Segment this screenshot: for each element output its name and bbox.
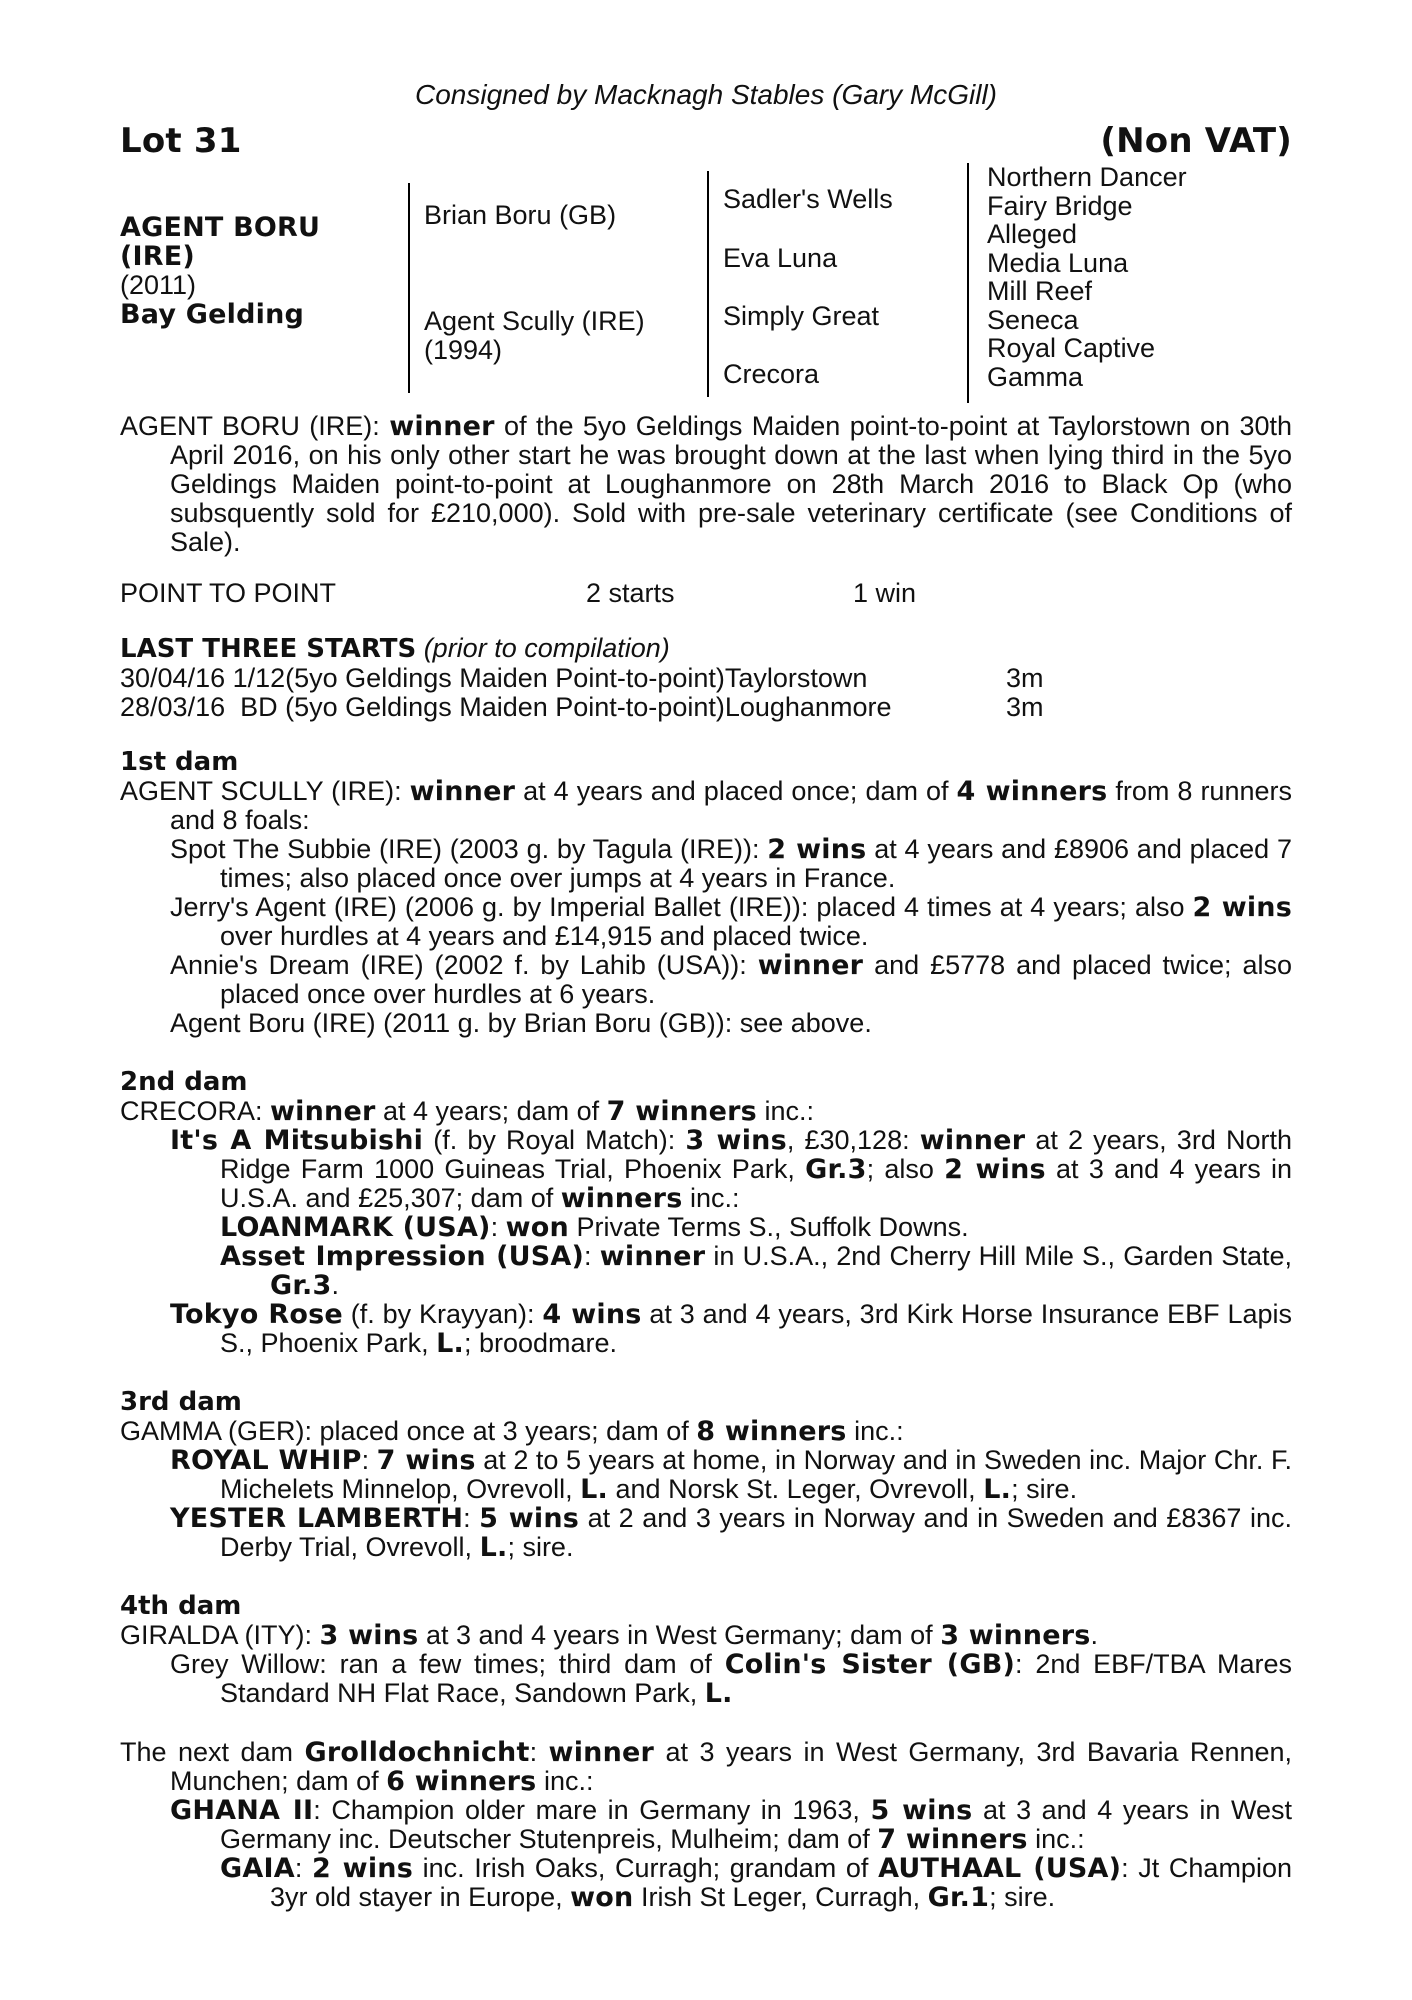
lot-header xyxy=(120,121,1292,161)
produce-entry: Grey Willow: ran a few times; third dam of Colin's Sister (GB): 2nd EBF/TBA Mares Standard NH Flat Race, Sandown Park, L. xyxy=(170,1649,1292,1709)
produce-entry: ROYAL WHIP: 7 wins at 2 to 5 years at home, in Norway and in Sweden inc. Major Chr. F. Michelets Minnelop, Ovrevoll, L. and Norsk St. Leger, Ovrevoll, L.; sire. xyxy=(170,1445,1292,1505)
horse-country: (IRE) xyxy=(120,241,195,272)
gen3-entry: Gamma xyxy=(987,361,1084,392)
race-summary: AGENT BORU (IRE): winner of the 5yo Geldings Maiden point-to-point at Taylorstown on 30th April 2016, on his only other start he was brought down at the last when lying third in the 5yo Geldings Maiden point-to-point at Loughanmore on 28th March 2016 to Black Op (who subsquently sold for £210,000). Sold with pre-sale veterinary certificate (see Conditions of Sale). xyxy=(120,411,1292,557)
gen3-entry: Northern Dancer xyxy=(987,162,1187,192)
ptp-label: POINT TO POINT xyxy=(120,578,337,608)
catalogue-page xyxy=(120,80,1292,1912)
gen2-entry: Crecora xyxy=(723,359,820,389)
gen2-entry: Sadler's Wells xyxy=(723,184,893,214)
vat-status: (Non VAT) xyxy=(1100,121,1292,161)
section-heading: 1st dam xyxy=(120,747,239,777)
pedigree-gen1 xyxy=(408,183,660,393)
produce-entry: Tokyo Rose (f. by Krayyan): 4 wins at 3 and 4 years, 3rd Kirk Horse Insurance EBF Lapis S., Phoenix Park, L.; broodmare. xyxy=(170,1299,1293,1359)
gen3-entry: Royal Captive xyxy=(987,333,1156,363)
last-three-starts xyxy=(120,634,1292,722)
section-heading: 2nd dam xyxy=(120,1067,248,1097)
dam-paragraph: AGENT SCULLY (IRE): winner at 4 years and placed once; dam of 4 winners from 8 runners and 8 foals: xyxy=(120,776,1292,835)
fourth-dam-section xyxy=(120,1592,1292,1708)
gen3-entry: Fairy Bridge xyxy=(987,190,1133,221)
section-subtitle: (prior to compilation) xyxy=(423,633,670,663)
consignor-line: Consigned by Macknagh Stables (Gary McGill) xyxy=(414,79,997,110)
produce-entry: GAIA: 2 wins inc. Irish Oaks, Curragh; grandam of AUTHAAL (USA): Jt Champion 3yr old stayer in Europe, won Irish St Leger, Curragh, Gr.1; sire. xyxy=(220,1853,1292,1913)
horse-year: (2011) xyxy=(120,270,197,300)
produce-entry: Spot The Subbie (IRE) (2003 g. by Tagula (IRE)): 2 wins at 4 years and £8906 and placed 7 times; also placed once over jumps at 4 years in France. xyxy=(170,834,1292,893)
dam xyxy=(424,307,645,365)
gen2-entry: Simply Great xyxy=(723,301,880,331)
pedigree-gen3 xyxy=(967,163,1289,403)
produce-entry: Jerry's Agent (IRE) (2006 g. by Imperial Ballet (IRE)): placed 4 times at 4 years; also 2 wins over hurdles at 4 years and £14,915 and placed twice. xyxy=(170,892,1292,951)
produce-entry: Asset Impression (USA): winner in U.S.A., 2nd Cherry Hill Mile S., Garden State, Gr.3. xyxy=(220,1241,1292,1301)
next-dam-section xyxy=(120,1738,1292,1912)
pedigree-table xyxy=(120,162,1292,400)
dam-paragraph: CRECORA: winner at 4 years; dam of 7 winners inc.: xyxy=(120,1096,814,1127)
produce-entry: LOANMARK (USA): won Private Terms S., Suffolk Downs. xyxy=(220,1212,969,1243)
third-dam-section xyxy=(120,1388,1292,1562)
dam-name: Agent Scully (IRE) xyxy=(424,306,645,336)
horse-name: AGENT BORU xyxy=(120,212,321,243)
ptp-wins: 1 win xyxy=(853,578,917,608)
horse-sex: Bay Gelding xyxy=(120,299,305,330)
section-heading: 4th dam xyxy=(120,1591,242,1621)
dam-paragraph: GAMMA (GER): placed once at 3 years; dam of 8 winners inc.: xyxy=(120,1416,904,1447)
dam-paragraph: GIRALDA (ITY): 3 wins at 3 and 4 years in West Germany; dam of 3 winners. xyxy=(120,1620,1099,1651)
start-row: 28/03/16 BD (5yo Geldings Maiden Point-to-point)Loughanmore 3m xyxy=(120,692,1044,722)
gen2-entry: Eva Luna xyxy=(723,243,838,273)
gen3-entry: Seneca xyxy=(987,304,1079,335)
section-heading: 3rd dam xyxy=(120,1387,242,1417)
produce-entry: Agent Boru (IRE) (2011 g. by Brian Boru (GB)): see above. xyxy=(170,1008,872,1038)
dam-year: (1994) xyxy=(424,335,503,365)
gen3-entry: Media Luna xyxy=(987,247,1129,278)
gen3-entry: Alleged xyxy=(987,219,1078,249)
produce-entry: It's A Mitsubishi (f. by Royal Match): 3 wins, £30,128: winner at 2 years, 3rd North Ridge Farm 1000 Guineas Trial, Phoenix Park, Gr.3; also 2 wins at 3 and 4 years in U.S.A. and £25,307; dam of winners inc.: xyxy=(170,1125,1292,1214)
sire: Brian Boru (GB) xyxy=(424,200,617,230)
gen3-entry: Mill Reef xyxy=(987,276,1093,306)
second-dam-section xyxy=(120,1068,1292,1358)
first-dam-section xyxy=(120,748,1292,1038)
lot-number: Lot 31 xyxy=(120,121,242,161)
section-heading: LAST THREE STARTS xyxy=(120,634,417,664)
produce-entry: GHANA II: Champion older mare in Germany in 1963, 5 wins at 3 and 4 years in West Germany inc. Deutscher Stutenpreis, Mulheim; dam of 7 winners inc.: xyxy=(170,1795,1292,1855)
dam-paragraph: The next dam Grolldochnicht: winner at 3 years in West Germany, 3rd Bavaria Rennen, Munchen; dam of 6 winners inc.: xyxy=(120,1737,1293,1797)
start-row: 30/04/16 1/12(5yo Geldings Maiden Point-to-point)Taylorstown 3m xyxy=(120,663,1044,693)
ptp-starts: 2 starts xyxy=(586,578,675,608)
produce-entry: Annie's Dream (IRE) (2002 f. by Lahib (USA)): winner and £5778 and placed twice; also placed once over hurdles at 6 years. xyxy=(170,950,1293,1009)
produce-entry: YESTER LAMBERTH: 5 wins at 2 and 3 years in Norway and in Sweden and £8367 inc. Derby Trial, Ovrevoll, L.; sire. xyxy=(170,1503,1292,1563)
point-to-point-record xyxy=(120,579,1292,608)
pedigree-gen2 xyxy=(707,171,949,397)
horse-info xyxy=(120,213,370,329)
